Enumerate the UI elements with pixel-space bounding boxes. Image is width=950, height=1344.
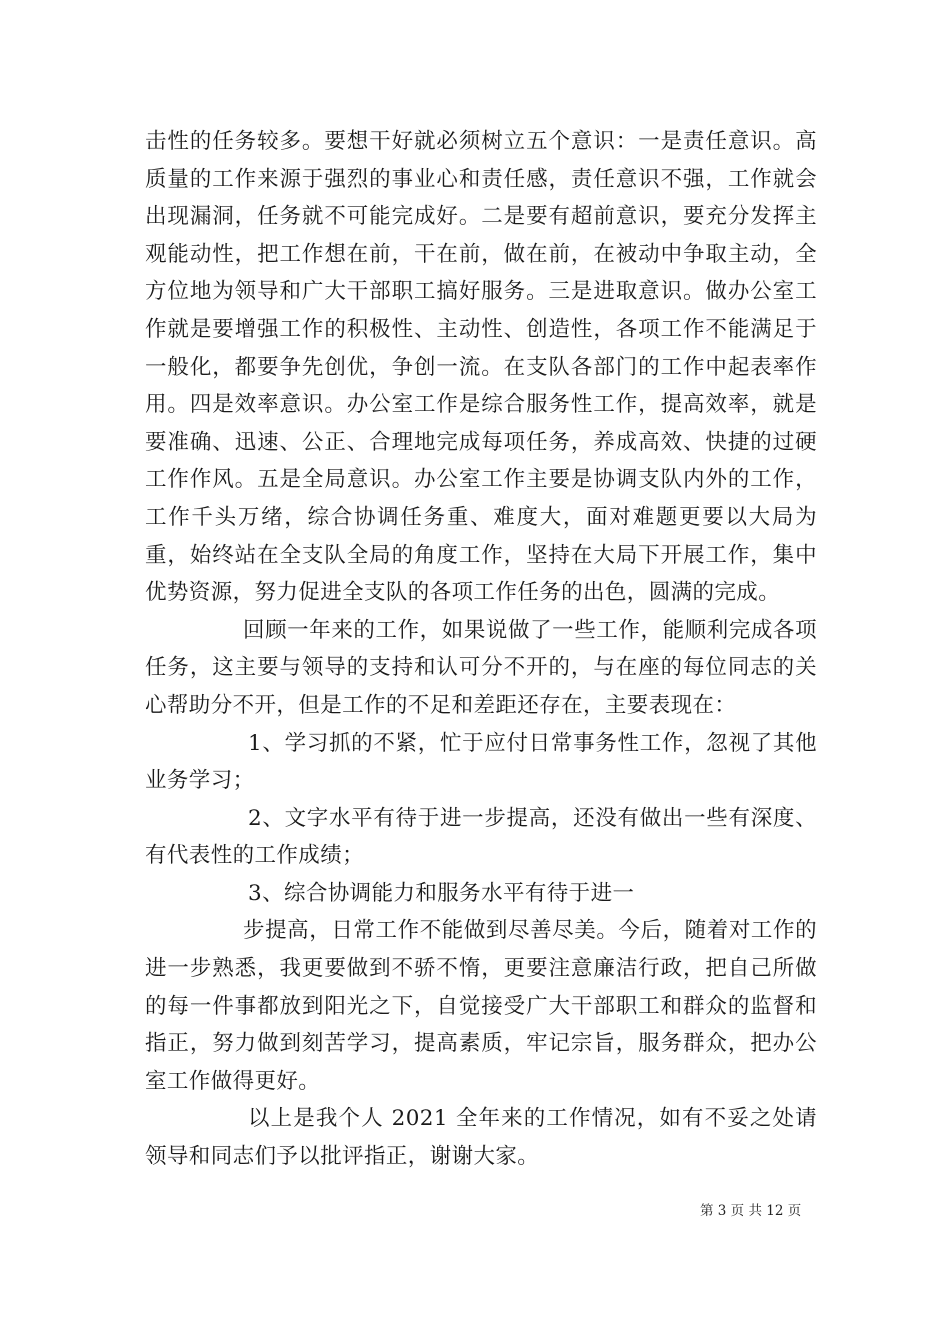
document-body [145,123,817,1176]
shortcoming-item-1: 1、学习抓的不紧，忙于应付日常事务性工作，忽视了其他业务学习； [145,730,817,794]
page-number-footer: 第 3 页 共 12 页 [700,1203,802,1219]
shortcoming-item-3: 3、综合协调能力和服务水平有待于进一 [248,880,635,906]
paragraph-review: 回顾一年来的工作，如果说做了一些工作，能顺利完成各项任务，这主要与领导的支持和认可分不开的，与在座的每位同志的关心帮助分不开，但是工作的不足和差距还存在，主要表现在： [145,617,817,718]
paragraph-future-plans: 步提高，日常工作不能做到尽善尽美。今后，随着对工作的进一步熟悉，我更要做到不骄不惰，更要注意廉洁行政，把自己所做的每一件事都放到阳光之下，自觉接受广大干部职工和群众的监督和指正，努力做到刻苦学习，提高素质，牢记宗旨，服务群众，把办公室工作做得更好。 [145,918,817,1094]
paragraph-closing: 以上是我个人 2021 全年来的工作情况，如有不妥之处请领导和同志们予以批评指正，谢谢大家。 [145,1106,817,1170]
paragraph-five-awareness: 击性的任务较多。要想干好就必须树立五个意识：一是责任意识。高质量的工作来源于强烈的事业心和责任感，责任意识不强，工作就会出现漏洞，任务就不可能完成好。二是要有超前意识，要充分发挥主观能动性，把工作想在前，干在前，做在前，在被动中争取主动，全方位地为领导和广大干部职工搞好服务。三是进取意识。做办公室工作就是要增强工作的积极性、主动性、创造性，各项工作不能满足于一般化，都要争先创优，争创一流。在支队各部门的工作中起表率作用。四是效率意识。办公室工作是综合服务性工作，提高效率，就是要准确、迅速、公正、合理地完成每项任务，养成高效、快捷的过硬工作作风。五是全局意识。办公室工作主要是协调支队内外的工作，工作千头万绪，综合协调任务重、难度大，面对难题更要以大局为重，始终站在全支队全局的角度工作，坚持在大局下开展工作，集中优势资源，努力促进全支队的各项工作任务的出色，圆满的完成。 [145,129,817,606]
shortcoming-item-2: 2、文字水平有待于进一步提高，还没有做出一些有深度、有代表性的工作成绩； [145,805,817,869]
